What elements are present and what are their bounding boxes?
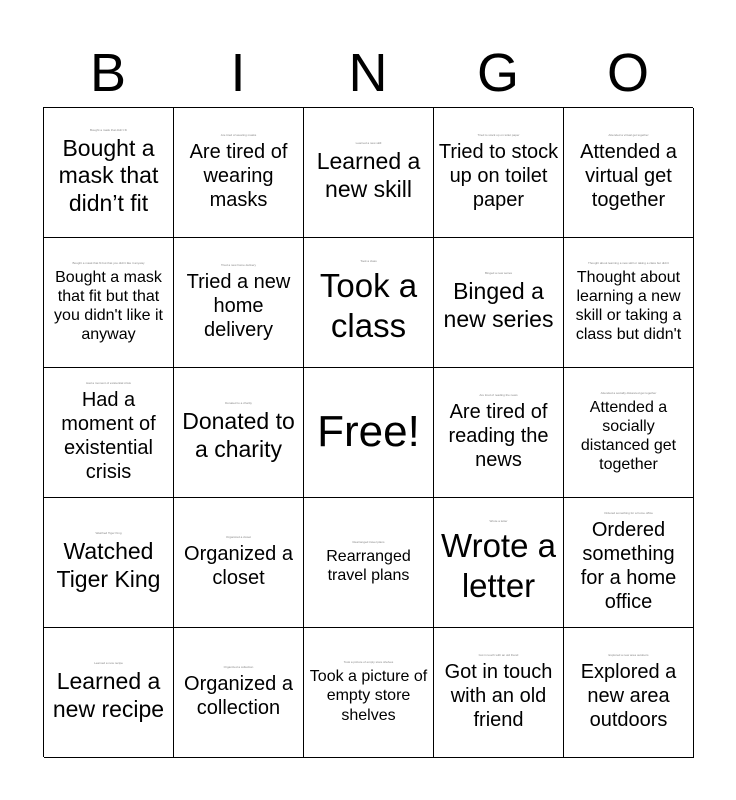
bingo-cell-tiny-label: Are tired of wearing masks: [220, 133, 257, 137]
bingo-cell-tiny-label: Organized a collection: [223, 665, 254, 669]
bingo-cell-text: Ordered something for a home office: [580, 519, 677, 613]
bingo-cell-text: Organized a closet: [184, 543, 293, 589]
bingo-cell-text: Donated to a charity: [182, 408, 295, 462]
bingo-cell[interactable]: [564, 628, 694, 758]
header-letter: I: [230, 43, 246, 103]
bingo-cell-tiny-label: Tried a new home delivery: [220, 263, 257, 267]
bingo-cell-text: Bought a mask that didn’t fit: [58, 134, 159, 216]
bingo-cell-tiny-label: Tried to stock up on toilet paper: [477, 133, 520, 137]
bingo-cell[interactable]: [564, 498, 694, 628]
bingo-cell-tiny-label: Learned a new skill: [355, 141, 382, 146]
bingo-cell-text: Tried to stock up on toilet paper: [438, 141, 559, 211]
bingo-cell-tiny-label: Bought a mask that didn’t fit: [89, 127, 128, 132]
bingo-cell[interactable]: [44, 368, 174, 498]
bingo-cell[interactable]: [44, 628, 174, 758]
bingo-cell-tiny-label: Donated to a charity: [225, 401, 252, 406]
bingo-cell-tiny-label: Got in touch with an old friend: [478, 653, 519, 657]
bingo-cell[interactable]: [434, 108, 564, 238]
bingo-cell-text: Got in touch with an old friend: [444, 661, 553, 731]
bingo-cell[interactable]: [304, 108, 434, 238]
bingo-cell[interactable]: [304, 498, 434, 628]
bingo-cell[interactable]: [564, 238, 694, 368]
bingo-cell-text: Thought about learning a new skill or taking a class but didn't: [575, 268, 682, 344]
bingo-cell-tiny-label: Took a picture of empty store shelves: [343, 660, 394, 665]
bingo-cell[interactable]: [304, 628, 434, 758]
bingo-cell-text: Attended a socially distanced get together: [580, 398, 677, 474]
bingo-cell[interactable]: [44, 498, 174, 628]
bingo-cell-tiny-label: Bought a mask that fit but that you didn't like it anyway: [72, 260, 145, 265]
bingo-cell-tiny-label: Had a moment of existential crisis: [86, 381, 131, 385]
bingo-cell[interactable]: [564, 368, 694, 498]
bingo-cell-text: Rearranged travel plans: [326, 547, 411, 584]
header-letter: N: [348, 43, 388, 103]
bingo-cell-text: Bought a mask that fit but that you didn't like it anyway: [54, 268, 163, 344]
bingo-cell-tiny-label: Attended a socially distanced get together: [600, 390, 657, 395]
bingo-cell-text: Are tired of reading the news: [448, 401, 549, 471]
bingo-cell-text: Learned a new recipe: [52, 668, 165, 722]
bingo-cell-tiny-label: Attended a virtual get together: [608, 133, 649, 137]
bingo-cell[interactable]: [174, 498, 304, 628]
bingo-cell-text: Tried a new home delivery: [186, 271, 291, 341]
bingo-cell-tiny-label: Organized a closet: [225, 535, 251, 539]
bingo-cell-text: Binged a new series: [443, 278, 554, 332]
bingo-cell-text: Are tired of wearing masks: [189, 141, 288, 211]
bingo-cell-text: Watched Tiger King: [56, 538, 161, 592]
header-letter: B: [89, 43, 127, 103]
bingo-cell[interactable]: [434, 498, 564, 628]
bingo-cell[interactable]: [304, 368, 434, 498]
bingo-cell[interactable]: [434, 238, 564, 368]
bingo-cell[interactable]: [44, 108, 174, 238]
bingo-cell-tiny-label: Took a class: [360, 259, 377, 264]
bingo-cell-text: Learned a new skill: [316, 148, 421, 202]
bingo-cell-tiny-label: Watched Tiger King: [95, 531, 122, 536]
header-letter: O: [606, 43, 649, 103]
bingo-cell-text: Free!: [317, 407, 420, 457]
bingo-header: [43, 42, 693, 104]
bingo-cell-tiny-label: Are tired of reading the news: [479, 393, 518, 397]
bingo-cell-text: Took a picture of empty store shelves: [309, 668, 428, 724]
bingo-cell-text: Explored a new area outdoors: [580, 661, 677, 731]
bingo-cell[interactable]: [174, 108, 304, 238]
bingo-cell-tiny-label: Explored a new area outdoors: [608, 653, 649, 657]
bingo-grid: [43, 107, 693, 757]
bingo-cell[interactable]: [44, 238, 174, 368]
header-letter: G: [476, 43, 519, 103]
bingo-cell[interactable]: [174, 628, 304, 758]
bingo-cell-text: Took a class: [319, 267, 418, 344]
bingo-cell[interactable]: [434, 628, 564, 758]
bingo-cell-tiny-label: Ordered something for a home office: [604, 511, 653, 515]
bingo-cell-tiny-label: Wrote a letter: [489, 519, 508, 524]
bingo-cell-tiny-label: Learned a new recipe: [94, 661, 123, 666]
bingo-cell[interactable]: [304, 238, 434, 368]
bingo-cell[interactable]: [174, 238, 304, 368]
bingo-cell-tiny-label: Rearranged travel plans: [352, 539, 385, 544]
bingo-cell-text: Attended a virtual get together: [580, 141, 677, 211]
bingo-cell-tiny-label: Binged a new series: [484, 271, 513, 276]
bingo-cell[interactable]: [434, 368, 564, 498]
bingo-cell[interactable]: [564, 108, 694, 238]
bingo-cell[interactable]: [174, 368, 304, 498]
bingo-cell-text: Organized a collection: [184, 673, 293, 719]
bingo-cell-text: Had a moment of existential crisis: [61, 389, 156, 483]
bingo-cell-text: Wrote a letter: [441, 527, 556, 604]
bingo-cell-tiny-label: Thought about learning a new skill or taking a class but didn't: [588, 260, 669, 265]
